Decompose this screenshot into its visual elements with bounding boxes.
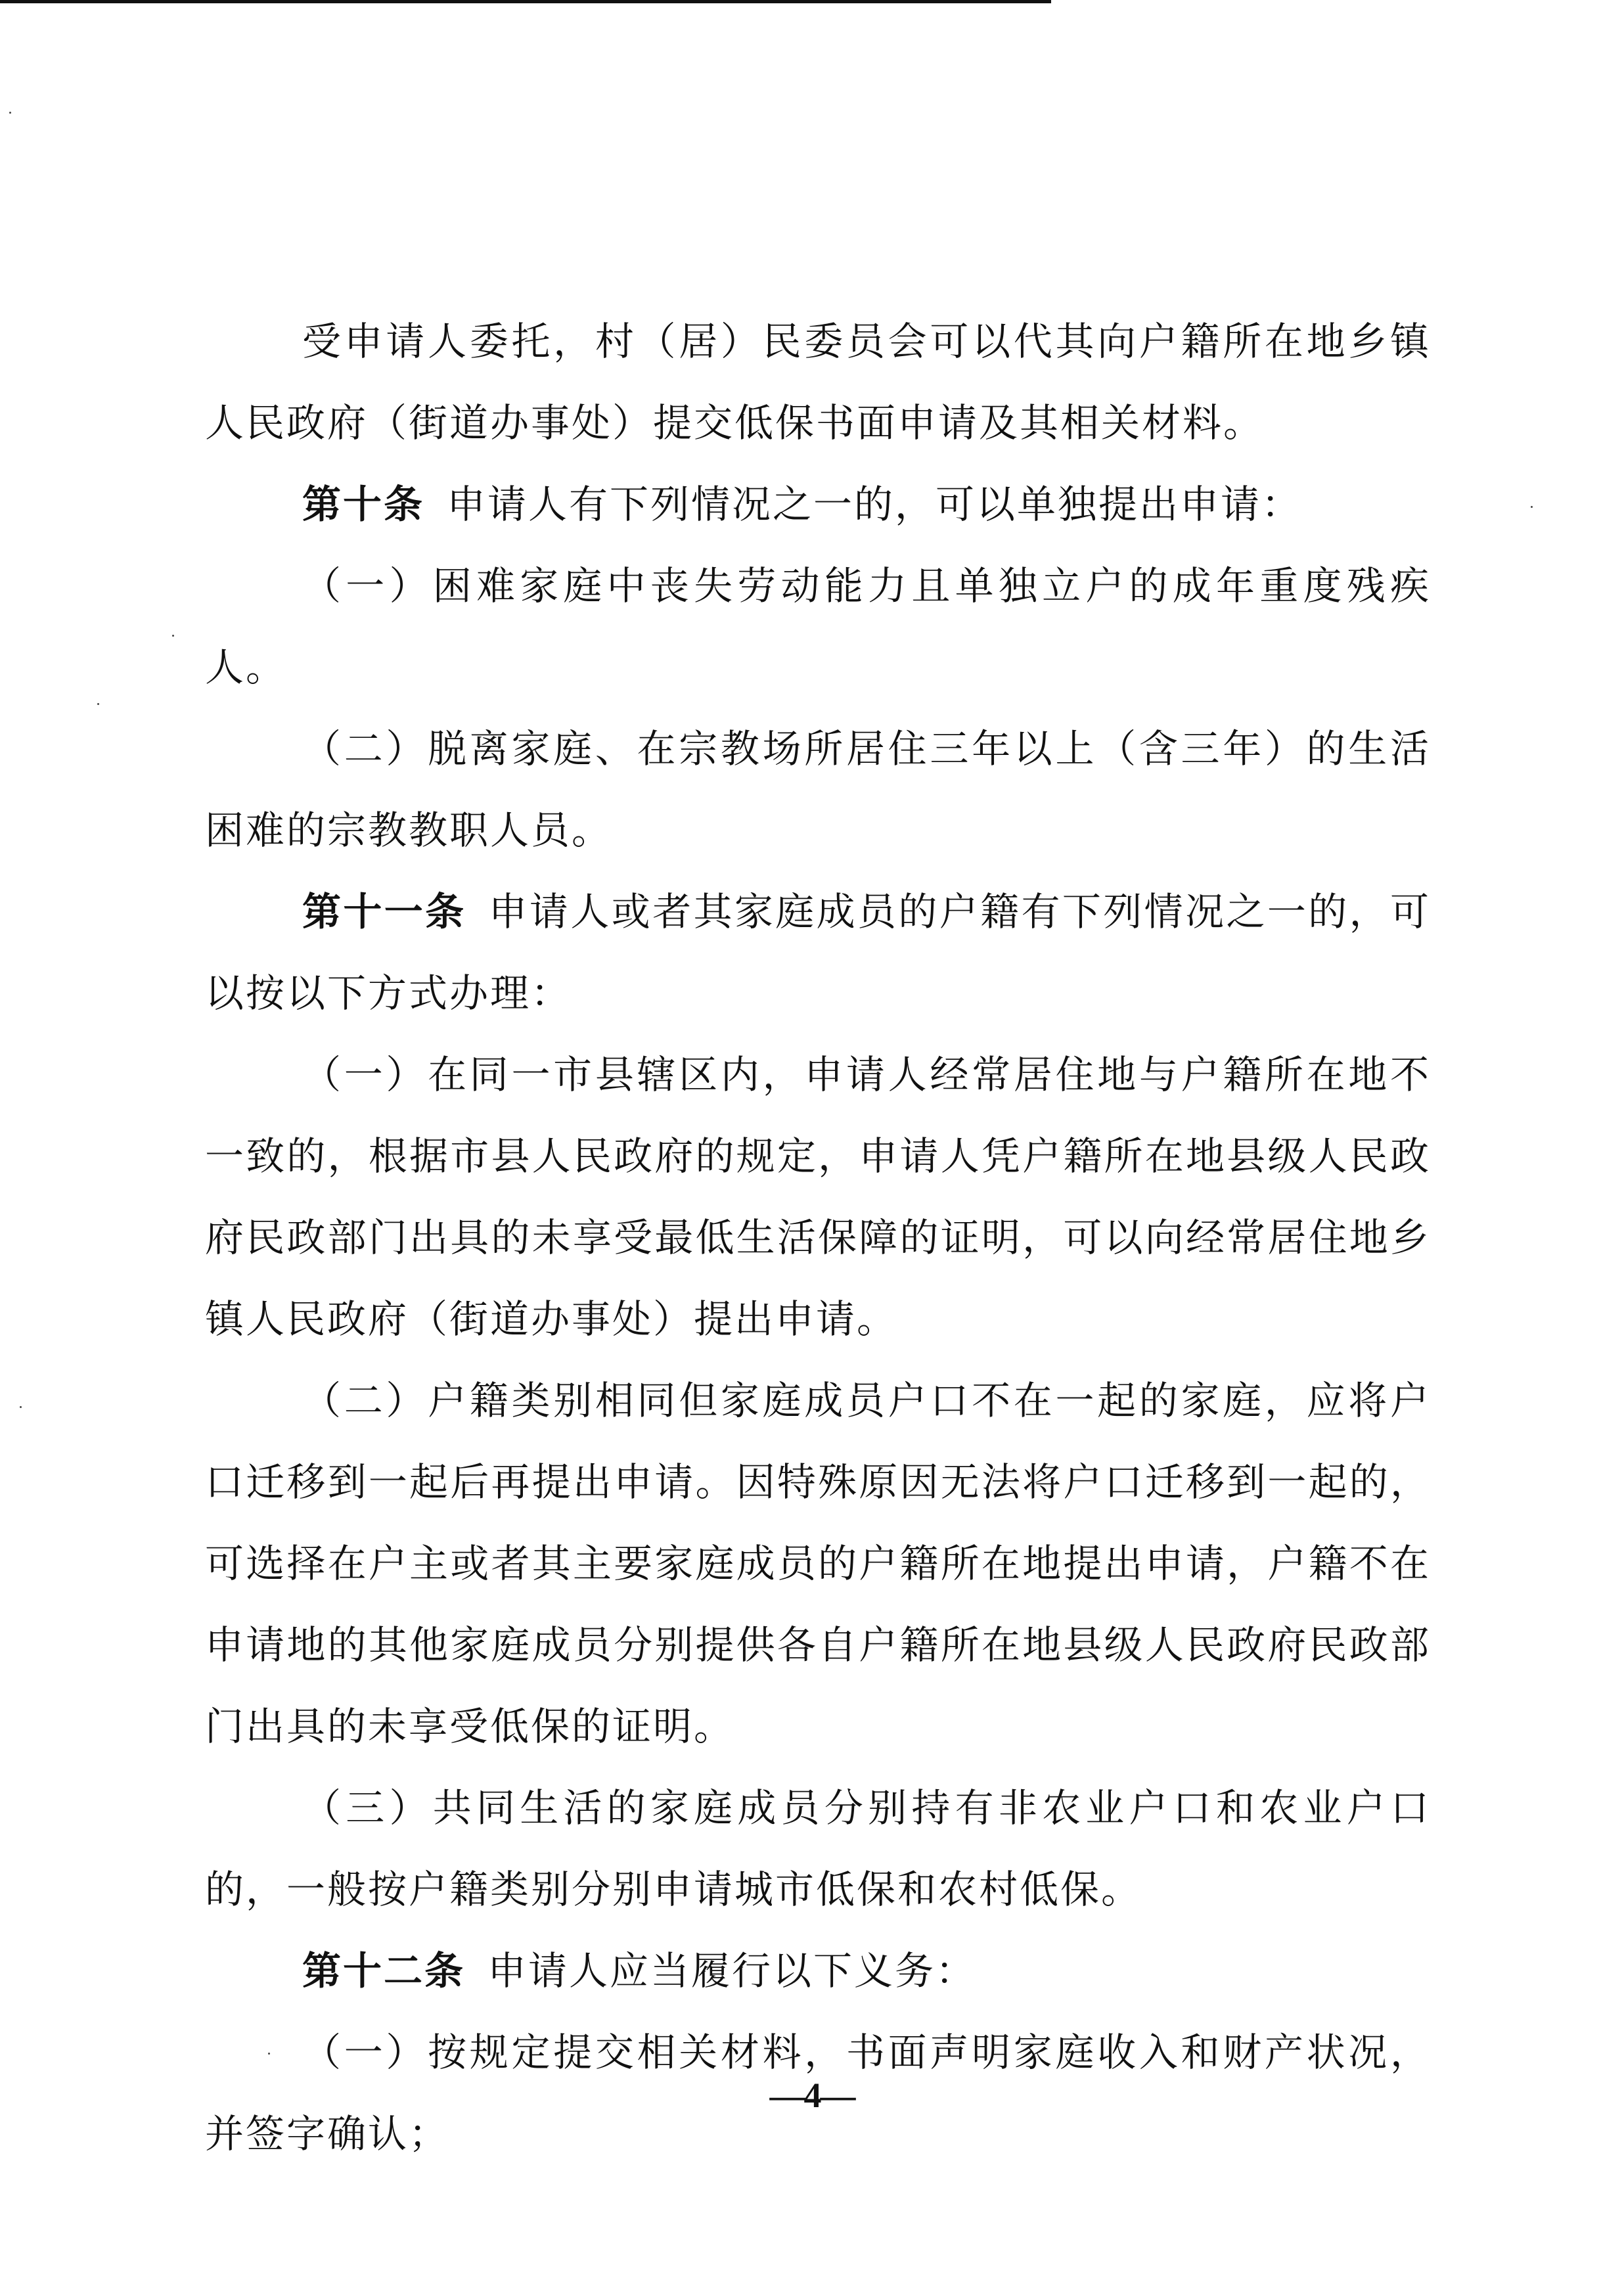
scan-speck bbox=[20, 1406, 22, 1408]
article-heading: 第十条 bbox=[302, 482, 425, 527]
document-body bbox=[205, 301, 1431, 2175]
article-11-item-2 bbox=[205, 1360, 1431, 1767]
scan-speck bbox=[9, 112, 11, 114]
scan-speck bbox=[172, 635, 174, 637]
paragraph-text: 申请人有下列情况之一的，可以单独提出申请： bbox=[447, 482, 1303, 527]
paragraph-text: 申请人应当履行以下义务： bbox=[487, 1948, 977, 1993]
paragraph-text: （二）脱离家庭、在宗教场所居住三年以上（含三年）的生活困难的宗教教职人员。 bbox=[205, 726, 1431, 853]
article-10-item-1 bbox=[205, 545, 1431, 708]
scan-speck bbox=[268, 2053, 270, 2055]
article-11 bbox=[205, 871, 1431, 1034]
scan-speck bbox=[97, 703, 99, 705]
article-11-item-3 bbox=[205, 1767, 1431, 1930]
page-number: —4— bbox=[769, 2076, 855, 2115]
paragraph-text: （一）困难家庭中丧失劳动能力且单独立户的成年重度残疾人。 bbox=[205, 563, 1431, 690]
article-10 bbox=[205, 464, 1431, 545]
paragraph-text: （二）户籍类别相同但家庭成员户口不在一起的家庭，应将户口迁移到一起后再提出申请。因特殊原因无法将户口迁移到一起的，可选择在户主或者其主要家庭成员的户籍所在地提出申请，户籍不在申请地的其他家庭成员分别提供各自户籍所在地县级人民政府民政部门出具的未享受低保的证明。 bbox=[205, 1378, 1431, 1749]
paragraph-entrusted-application bbox=[205, 301, 1431, 464]
article-12 bbox=[205, 1930, 1431, 2012]
article-heading: 第十一条 bbox=[302, 889, 466, 934]
article-11-item-1 bbox=[205, 1034, 1431, 1360]
paragraph-text: （三）共同生活的家庭成员分别持有非农业户口和农业户口的，一般按户籍类别分别申请城市低保和农村低保。 bbox=[205, 1785, 1431, 1912]
paragraph-text: 受申请人委托，村（居）民委员会可以代其向户籍所在地乡镇人民政府（街道办事处）提交低保书面申请及其相关材料。 bbox=[205, 319, 1431, 445]
article-10-item-2 bbox=[205, 708, 1431, 871]
article-heading: 第十二条 bbox=[302, 1948, 466, 1993]
scan-artifact-line bbox=[0, 0, 1051, 3]
paragraph-text: （一）按规定提交相关材料，书面声明家庭收入和财产状况，并签字确认； bbox=[205, 2030, 1431, 2156]
scan-speck bbox=[1531, 506, 1533, 508]
paragraph-text: （一）在同一市县辖区内，申请人经常居住地与户籍所在地不一致的，根据市县人民政府的规定，申请人凭户籍所在地县级人民政府民政部门出具的未享受最低生活保障的证明，可以向经常居住地乡镇人民政府（街道办事处）提出申请。 bbox=[205, 1052, 1431, 1342]
paragraph-text: 申请人或者其家庭成员的户籍有下列情况之一的，可以按以下方式办理： bbox=[205, 889, 1431, 1016]
